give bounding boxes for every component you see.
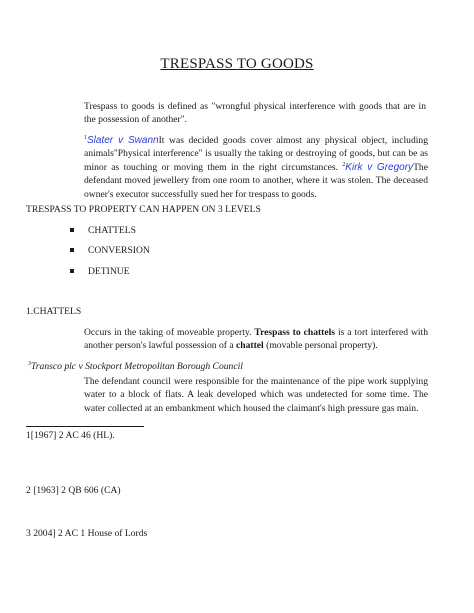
footnote-divider [26,426,144,427]
list-item-label: CONVERSION [88,245,150,256]
chattels-text-mid: is a tort interfered with another person's lawful possession of a [84,327,429,352]
list-item-detinue [70,266,130,277]
case-link-kirk-v-gregory[interactable]: Kirk v Gregory [345,161,414,173]
list-item-conversion [70,245,150,256]
transco-paragraph: The defendant council were responsible for the maintenance of the pipe work supplying water to a block of flats. A leak developed which was undetected for some time. The water collected at an embankment which housed the claimant's high pressure gas main. [84,376,428,414]
slater-paragraph [84,134,428,201]
transco-case-title [28,361,243,372]
list-item-label: DETINUE [88,266,130,277]
chattels-text-after: (movable personal property). [266,340,378,352]
document-title: TRESPASS TO GOODS [160,56,314,72]
footnote-ref-2[interactable]: 2 [342,161,346,168]
chattels-bold-term: Trespass to chattels [254,327,336,338]
bullet-icon [70,248,74,252]
list-item-label: CHATTELS [88,225,136,236]
list-item-chattels [70,225,136,236]
bullet-icon [70,228,74,232]
case-link-slater-v-swann[interactable]: Slater v Swann [87,135,159,146]
intro-paragraph: Trespass to goods is defined as "wrongful physical interference with goods that are in the possession of another". [84,101,426,126]
chattels-heading: 1.CHATTELS [26,306,82,317]
levels-heading: TRESPASS TO PROPERTY CAN HAPPEN ON 3 LEVELS [26,204,261,215]
footnote-ref-3[interactable]: 3 [28,360,31,367]
chattel-bold-term: chattel [236,340,264,352]
kirk-text: The defendant moved jewellery from one room to another, where it was stolen. The deceased owner's executor successfully sued her for trespass to goods. [84,161,428,200]
transco-case-name: Transco plc v Stockport Metropolitan Borough Council [31,361,243,372]
footnote-2: 2 [1963] 2 QB 606 (CA) [26,485,121,496]
footnote-ref-1[interactable]: 1 [84,134,87,141]
bullet-icon [70,269,74,273]
slater-text: It was decided goods cover almost any physical object, including animals"Physical interference" is usually the taking or destroying of goods, but can be as minor as touching or moving them in the right circumstances. [84,135,428,173]
footnote-3: 3 2004] 2 AC 1 House of Lords [26,528,148,539]
footnote-1: 1[1967] 2 AC 46 (HL). [26,430,115,441]
chattels-paragraph [84,326,428,353]
chattels-text-before: Occurs in the taking of moveable property. [84,327,252,338]
